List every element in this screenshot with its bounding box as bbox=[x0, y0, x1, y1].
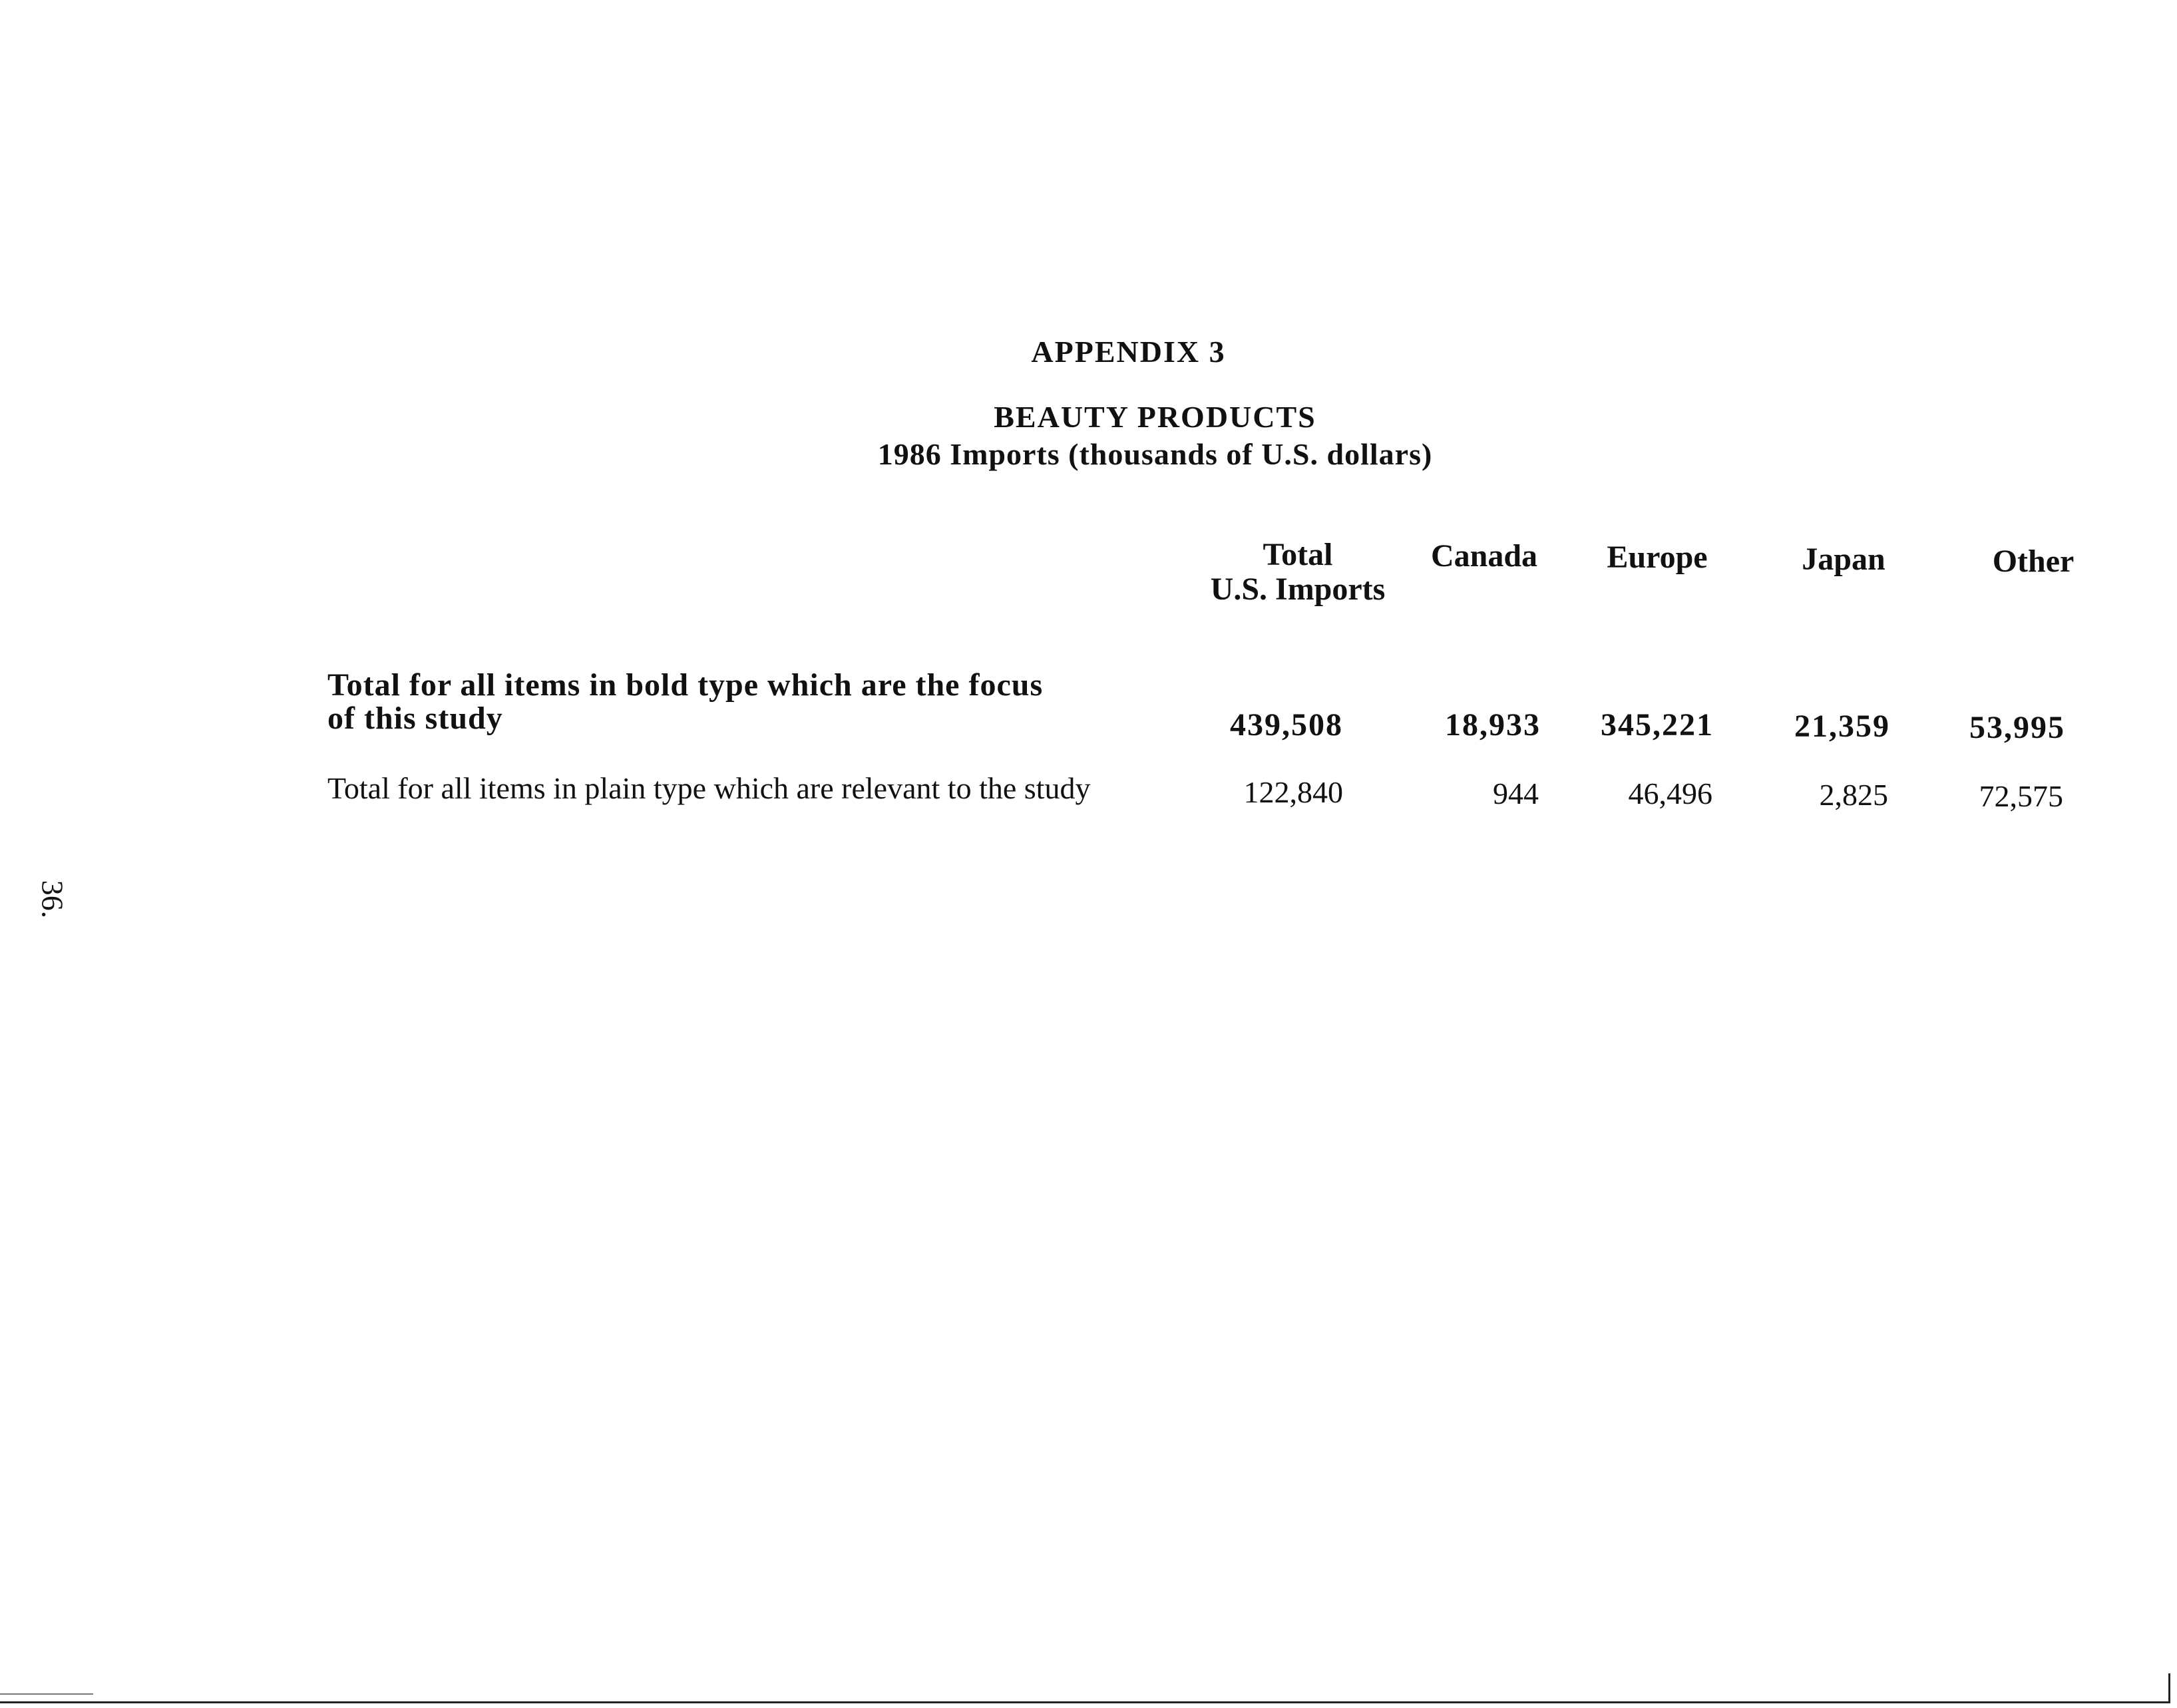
column-header-total-line2: U.S. Imports bbox=[1210, 572, 1386, 607]
column-header-total-line1: Total bbox=[1263, 537, 1333, 572]
bottom-corner-tick bbox=[2168, 1673, 2170, 1703]
cell-bold-canada: 18,933 bbox=[1445, 707, 1541, 743]
cell-plain-other: 72,575 bbox=[1979, 779, 2063, 813]
column-header-japan: Japan bbox=[1802, 542, 1885, 577]
page-number: 36. bbox=[35, 880, 70, 919]
cell-bold-japan: 21,359 bbox=[1794, 709, 1890, 744]
appendix-heading: APPENDIX 3 bbox=[1031, 335, 1226, 369]
document-title: BEAUTY PRODUCTS bbox=[994, 400, 1316, 434]
cell-plain-total: 122,840 bbox=[1243, 775, 1343, 809]
cell-bold-total: 439,508 bbox=[1230, 707, 1343, 743]
cell-bold-other: 53,995 bbox=[1969, 710, 2065, 745]
column-header-canada: Canada bbox=[1430, 538, 1538, 574]
document-subtitle: 1986 Imports (thousands of U.S. dollars) bbox=[877, 437, 1433, 471]
row-label-plain-items: Total for all items in plain type which are relevant to the study bbox=[327, 771, 1091, 805]
column-header-other: Other bbox=[1992, 544, 2075, 579]
bottom-dash-line bbox=[0, 1693, 93, 1695]
column-header-europe: Europe bbox=[1607, 540, 1708, 575]
cell-bold-europe: 345,221 bbox=[1601, 707, 1714, 743]
cell-plain-europe: 46,496 bbox=[1628, 776, 1712, 810]
cell-plain-canada: 944 bbox=[1493, 776, 1539, 810]
column-header-total bbox=[1185, 538, 1411, 607]
cell-plain-japan: 2,825 bbox=[1819, 778, 1888, 812]
row-label-bold-items bbox=[327, 669, 1146, 735]
bottom-rule bbox=[0, 1701, 2170, 1703]
row-label-bold-line2: of this study bbox=[327, 701, 503, 736]
row-label-bold-line1: Total for all items in bold type which are the focus bbox=[327, 667, 1044, 703]
